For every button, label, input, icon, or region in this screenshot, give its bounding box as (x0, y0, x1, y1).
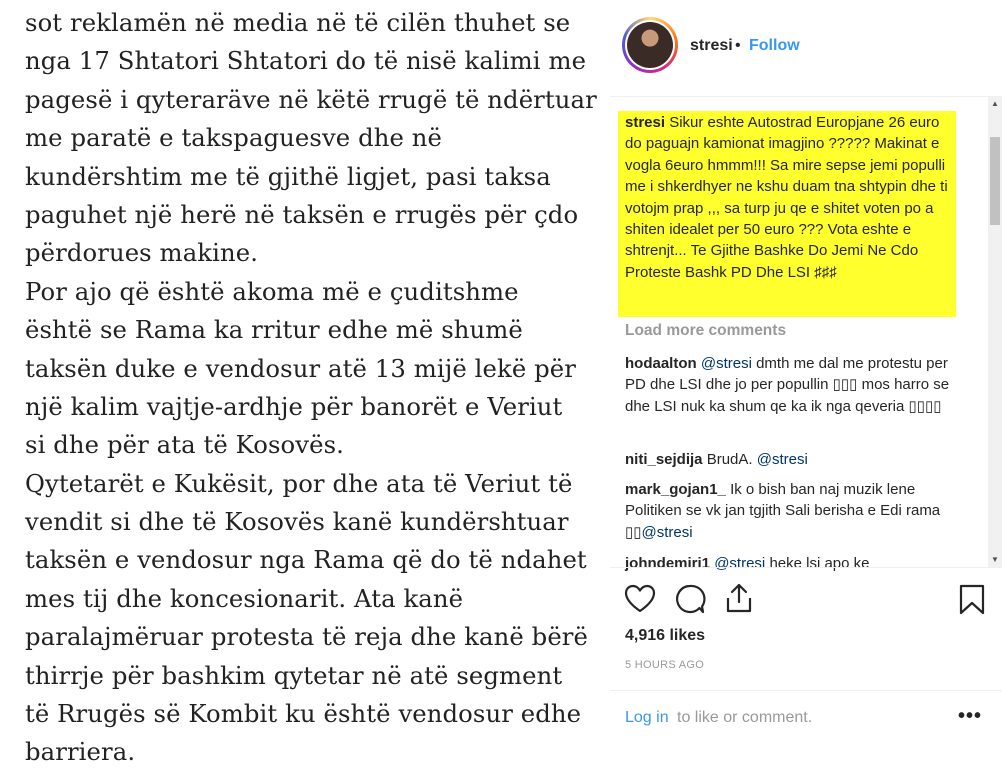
comment-item (625, 449, 965, 470)
login-prompt (610, 690, 1002, 749)
caption-text: Sikur eshte Autostrad Europjane 26 euro do paguajn kamionat imagjino ????? Makinat e vogla 6euro hmmm!!! Sa mire sepse jemi populli me i shkerdhyer ne kshu duam tna shtypin dhe ti votojm prap ,,, sa turp ju qe e shitet voten po a shiten idealet per 50 euro ??? Vota eshte e shtrenjt... Te Gjithe Bashke Do Jemi Ne Cdo Proteste Bashk PD Dhe LSI ♯♯♯ (625, 114, 948, 281)
bookmark-icon[interactable] (959, 584, 985, 621)
header-separator: • (735, 37, 741, 54)
article-line: nga 17 Shtatori Shtatori do të nisë kalimi me (25, 46, 587, 76)
comment-mention[interactable]: @stresi (641, 523, 693, 541)
comment-item (625, 479, 965, 543)
comment-text: BrudA. (706, 451, 753, 468)
more-options-icon[interactable]: ••• (958, 705, 983, 727)
post-timestamp: 5 HOURS AGO (625, 659, 705, 671)
likes-count[interactable]: 4,916 likes (625, 627, 706, 644)
comment-text: dmth me dal me protestu per PD dhe LSI dhe jo per popullin ▯▯▯ mos harro se dhe LSI nuk ka shum qe ka ik nga qeveria ▯▯▯▯ (625, 355, 950, 415)
comment-mention[interactable]: @stresi (756, 451, 808, 468)
article-line: taksën e vendosur nga Rama që do të ndahet (25, 545, 587, 575)
article-line: përdorues makine. (25, 238, 259, 268)
article-line: një kalim vajtje-ardhje për banorët e Veriut (25, 391, 563, 421)
avatar[interactable] (622, 17, 678, 73)
avatar-image (625, 20, 675, 70)
post-header (610, 0, 1002, 97)
article-line: taksën duke e vendosur atë 13 mijë lekë për (25, 353, 576, 383)
comment-item (625, 353, 965, 417)
article-line: është se Rama ka rritur edhe më shumë (25, 315, 523, 345)
article-line: barriera. (25, 737, 136, 767)
article-line: pagesë i qyteraräve në këtë rrugë të ndërtuar (25, 84, 597, 114)
article-line: mes tij dhe koncesionarit. Ata kanë (25, 583, 464, 613)
comment-username[interactable]: mark_gojan1_ (625, 481, 726, 498)
article-line: të Rrugës së Kombit ku është vendosur edhe (25, 699, 582, 729)
post-caption (625, 112, 950, 283)
comment-username[interactable]: niti_sejdija (625, 451, 703, 468)
article-line: si dhe për ata të Kosovës. (25, 430, 344, 460)
follow-button[interactable]: Follow (749, 37, 800, 54)
login-link[interactable]: Log in (625, 709, 669, 726)
article-line: paguhet një herë në taksën e rrugës për çdo (25, 199, 579, 229)
post-actions (610, 567, 1002, 749)
article-line: Qytetarët e Kukësit, por dhe ata të Veriut të (25, 468, 573, 498)
article-line: kundërshtim me të gjithë ligjet, pasi taksa (25, 161, 551, 191)
comments-list[interactable] (610, 97, 988, 572)
article-body (25, 4, 595, 772)
article-line: thirrje për bashkim qytetar në atë segment (25, 660, 563, 690)
article-line: paralajmëruar protesta të reja dhe kanë bërë (25, 622, 589, 652)
comment-username[interactable]: hodaalton (625, 355, 697, 372)
comment-bubble-icon[interactable] (674, 583, 706, 620)
caption-username[interactable]: stresi (625, 114, 666, 131)
article-line: vendit si dhe të Kosovës kanë kundërshtuar (25, 507, 569, 537)
article-line: Por ajo që është akoma më e çuditshme (25, 276, 519, 306)
comment-text: heke lsi apo ke (769, 555, 870, 572)
login-prompt-text: to like or comment. (677, 709, 813, 726)
share-icon[interactable] (724, 582, 754, 619)
comment-mention[interactable]: @stresi (700, 355, 752, 372)
instagram-post-panel (610, 0, 1002, 748)
article-line: me paratë e takspaguesve dhe në (25, 123, 443, 153)
comment-username[interactable]: johndemiri1 (625, 555, 711, 572)
scrollbar-thumb[interactable] (990, 137, 1000, 225)
scroll-down-arrow-icon[interactable]: ▼ (991, 555, 999, 564)
scroll-up-arrow-icon[interactable]: ▲ (991, 99, 999, 108)
comment-text: Ik o bish ban naj muzik lene Politiken se vk jan tgjith Sali berisha e Edi rama ▯▯ (625, 481, 941, 541)
header-username[interactable]: stresi (690, 37, 733, 54)
article-line: sot reklamën në media në të cilën thuhet se (25, 8, 571, 37)
load-more-comments-button[interactable]: Load more comments (625, 322, 787, 339)
comments-scrollbar[interactable] (988, 97, 1002, 567)
comment-mention[interactable]: @stresi (714, 555, 766, 572)
heart-icon[interactable] (624, 584, 656, 619)
